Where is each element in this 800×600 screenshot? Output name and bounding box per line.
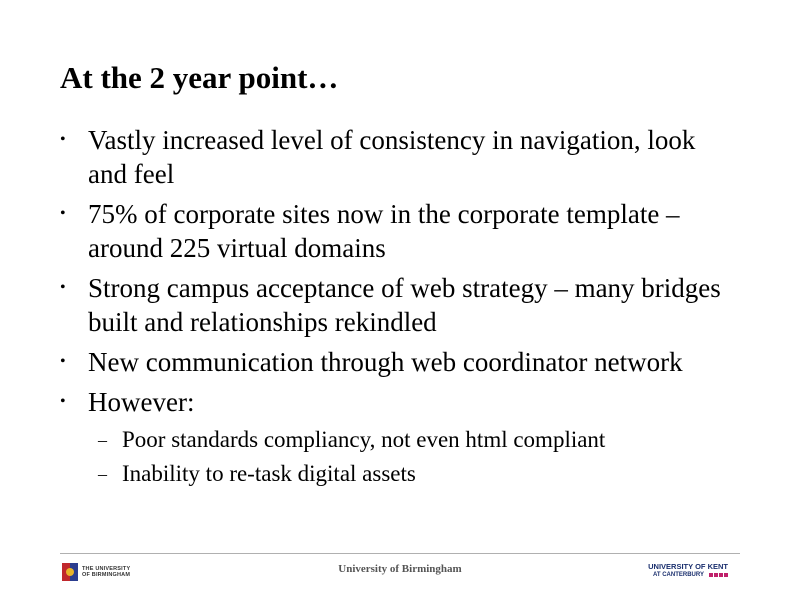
bullet-marker: •	[60, 353, 66, 370]
bullet-list	[60, 123, 740, 497]
sub-bullet-marker: –	[98, 430, 107, 450]
birmingham-logo-line1: THE UNIVERSITY	[82, 566, 131, 572]
bullet-text: New communication through web coordinator network	[88, 347, 683, 377]
bullet-text: However:	[88, 387, 195, 417]
footer-university-name: University of Birmingham	[338, 563, 462, 575]
sub-bullet-item	[88, 457, 740, 491]
kent-logo	[648, 562, 728, 579]
bullet-text: Strong campus acceptance of web strategy – many bridges built and relationships rekindled	[88, 273, 721, 337]
bullet-item	[60, 345, 740, 379]
bullet-text: Vastly increased level of consistency in navigation, look and feel	[88, 125, 696, 189]
bullet-marker: •	[60, 205, 66, 222]
bullet-item	[60, 385, 740, 491]
bullet-item	[60, 197, 740, 265]
slide-title: At the 2 year point…	[60, 60, 339, 95]
kent-logo-line2-row	[648, 571, 728, 579]
sub-bullet-list	[88, 423, 740, 491]
footer-divider	[60, 553, 740, 554]
sub-bullet-text: Inability to re-task digital assets	[122, 461, 416, 486]
bullet-text: 75% of corporate sites now in the corporate template – around 225 virtual domains	[88, 199, 680, 263]
kent-squares-icon	[708, 573, 728, 577]
bullet-marker: •	[60, 279, 66, 296]
kent-logo-line1: UNIVERSITY OF KENT	[648, 562, 728, 571]
birmingham-logo-line2: OF BIRMINGHAM	[82, 572, 131, 578]
sub-bullet-text: Poor standards compliancy, not even html compliant	[122, 427, 606, 452]
bullet-item	[60, 123, 740, 191]
bullet-item	[60, 271, 740, 339]
sub-bullet-marker: –	[98, 464, 107, 484]
bullet-marker: •	[60, 131, 66, 148]
bullet-marker: •	[60, 393, 66, 410]
kent-logo-line2: AT CANTERBURY	[653, 572, 704, 578]
sub-bullet-item	[88, 423, 740, 457]
